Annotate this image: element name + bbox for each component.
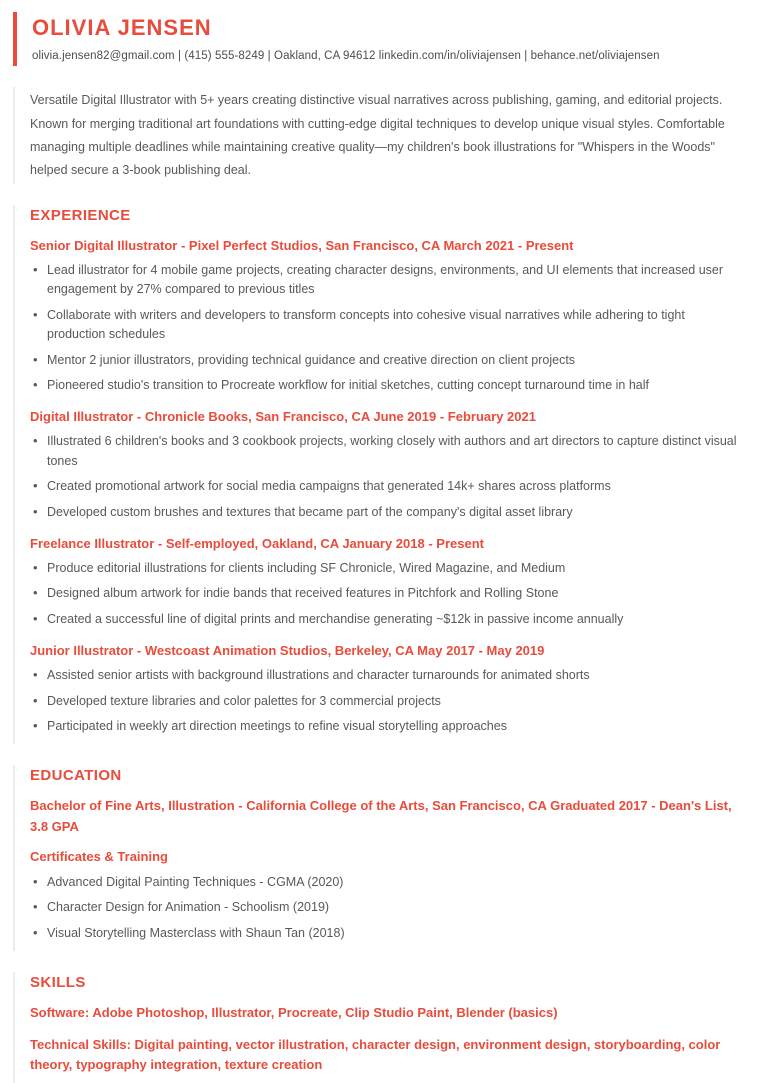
job-entry <box>30 534 742 629</box>
bullet-item: • Lead illustrator for 4 mobile game projects, creating character designs, environments, and UI elements that increased user engagement by 27% compared to previous titles <box>30 261 742 300</box>
resume-header <box>13 12 742 66</box>
bullet-item: • Participated in weekly art direction meetings to refine visual storytelling approaches <box>30 717 742 736</box>
certificates-list <box>30 873 742 943</box>
technical-skills-line: Technical Skills: Digital painting, vector illustration, character design, environment design, storyboarding, color theory, typography integration, texture creation <box>30 1037 721 1073</box>
contact-line: olivia.jensen82@gmail.com | (415) 555-8249 | Oakland, CA 94612 linkedin.com/in/oliviajensen | behance.net/oliviajensen <box>32 50 660 63</box>
education-heading: EDUCATION <box>30 767 122 785</box>
job-title: Digital Illustrator - Chronicle Books, San Francisco, CA June 2019 - February 2021 <box>30 409 536 425</box>
bullet-item: • Produce editorial illustrations for clients including SF Chronicle, Wired Magazine, and Medium <box>30 559 742 578</box>
job-title: Senior Digital Illustrator - Pixel Perfect Studios, San Francisco, CA March 2021 - Present <box>30 237 574 253</box>
bullet-item: • Pioneered studio's transition to Procreate workflow for initial sketches, cutting concept turnaround time in half <box>30 376 742 395</box>
bullet-item: • Created a successful line of digital prints and merchandise generating ~$12k in passive income annually <box>30 610 742 629</box>
bullet-item: • Illustrated 6 children's books and 3 cookbook projects, working closely with authors and art directors to capture distinct visual tones <box>30 432 742 471</box>
certificates-subheading: Certificates & Training <box>30 848 168 864</box>
bullet-item: • Designed album artwork for indie bands that received features in Pitchfork and Rolling Stone <box>30 584 742 603</box>
job-entry <box>30 236 742 395</box>
skills-section <box>13 972 742 1083</box>
job-bullet-list <box>30 432 742 522</box>
bullet-item: • Assisted senior artists with background illustrations and character turnarounds for animated shorts <box>30 666 742 685</box>
summary-paragraph: Versatile Digital Illustrator with 5+ years creating distinctive visual narratives across publishing, gaming, and editorial projects. Known for merging traditional art foundations with cutting-edge digital techniques to develop unique visual styles. Comfortable managing multiple deadlines while maintaining creative quality—my children's book illustrations for "Whispers in the Woods" helped secure a 3-book publishing deal. <box>30 93 725 177</box>
skills-heading: SKILLS <box>30 974 86 991</box>
job-title: Junior Illustrator - Westcoast Animation Studios, Berkeley, CA May 2017 - May 2019 <box>30 643 545 659</box>
experience-heading: EXPERIENCE <box>30 206 131 224</box>
bullet-item: • Developed custom brushes and textures that became part of the company's digital asset library <box>30 503 742 522</box>
bullet-item: • Developed texture libraries and color palettes for 3 commercial projects <box>30 692 742 711</box>
job-bullet-list <box>30 559 742 629</box>
job-title: Freelance Illustrator - Self-employed, Oakland, CA January 2018 - Present <box>30 535 484 551</box>
summary-section <box>13 87 742 184</box>
job-bullet-list <box>30 666 742 736</box>
education-section <box>13 765 742 951</box>
experience-section <box>13 205 742 745</box>
job-entry <box>30 407 742 522</box>
job-bullet-list <box>30 261 742 395</box>
bullet-item: • Visual Storytelling Masterclass with Shaun Tan (2018) <box>30 924 742 943</box>
bullet-item: • Character Design for Animation - Schoolism (2019) <box>30 898 742 917</box>
software-skills-line: Software: Adobe Photoshop, Illustrator, Procreate, Clip Studio Paint, Blender (basics) <box>30 1005 558 1020</box>
job-entry <box>30 641 742 736</box>
bullet-item: • Advanced Digital Painting Techniques - CGMA (2020) <box>30 873 742 892</box>
bullet-item: • Collaborate with writers and developers to transform concepts into cohesive visual narratives while adhering to tight production schedules <box>30 306 742 345</box>
degree-line: Bachelor of Fine Arts, Illustration - California College of the Arts, San Francisco, CA Graduated 2017 - Dean's List, 3.8 GPA <box>30 798 732 834</box>
candidate-name: OLIVIA JENSEN <box>32 15 212 40</box>
bullet-item: • Mentor 2 junior illustrators, providing technical guidance and creative direction on client projects <box>30 351 742 370</box>
bullet-item: • Created promotional artwork for social media campaigns that generated 14k+ shares across platforms <box>30 477 742 496</box>
